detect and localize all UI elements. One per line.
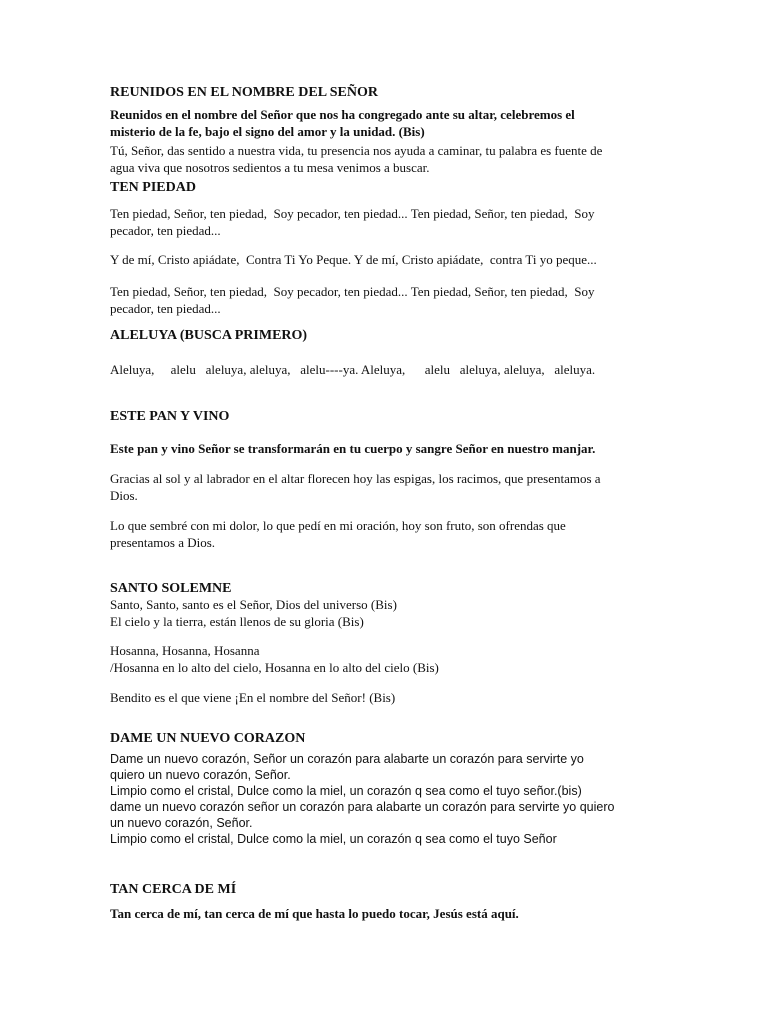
aleluya-line: Aleluya, alelu aleluya, aleluya, alelu----ya. Aleluya, alelu aleluya, aleluya, aleluya. [110,362,596,377]
section-title-reunidos: REUNIDOS EN EL NOMBRE DEL SEÑOR [110,85,379,100]
section-title-corazon: DAME UN NUEVO CORAZON [110,731,306,746]
santo-paragraph-1: Santo, Santo, santo es el Señor, Dios del universo (Bis) El cielo y la tierra, están llenos de su gloria (Bis) [110,597,397,629]
section-title-ten-piedad: TEN PIEDAD [110,180,196,195]
section-title-cerca: TAN CERCA DE MÍ [110,882,237,897]
ten-piedad-paragraph-2: Y de mí, Cristo apiádate, Contra Ti Yo Peque. Y de mí, Cristo apiádate, contra Ti yo peque... [110,252,597,267]
reunidos-chorus: Reunidos en el nombre del Señor que nos ha congregado ante su altar, celebremos el misterio de la fe, bajo el signo del amor y la unidad. (Bis) [110,107,575,139]
section-title-santo: SANTO SOLEMNE [110,581,232,596]
section-title-aleluya: ALELUYA (BUSCA PRIMERO) [110,328,308,343]
cerca-chorus: Tan cerca de mí, tan cerca de mí que hasta lo puedo tocar, Jesús está aquí. [110,906,519,921]
pan-y-vino-paragraph-1: Gracias al sol y al labrador en el altar florecen hoy las espigas, los racimos, que presentamos a Dios. [110,471,601,503]
santo-paragraph-3: Bendito es el que viene ¡En el nombre del Señor! (Bis) [110,690,396,705]
pan-y-vino-chorus: Este pan y vino Señor se transformarán en tu cuerpo y sangre Señor en nuestro manjar. [110,441,596,456]
ten-piedad-paragraph-3: Ten piedad, Señor, ten piedad, Soy pecador, ten piedad... Ten piedad, Señor, ten piedad, Soy pecador, ten piedad... [110,284,595,316]
corazon-body: Dame un nuevo corazón, Señor un corazón para alabarte un corazón para servirte yo quiero un nuevo corazón, Señor. Limpio como el cristal, Dulce como la miel, un corazón q sea como el tuyo señor.(bis) dame un nuevo corazón señor un corazón para alabarte un corazón para servirte yo quiero un nuevo corazón, Señor. Limpio como el cristal, Dulce como la miel, un corazón q sea como el tuyo Señor [110,752,615,846]
pan-y-vino-paragraph-2: Lo que sembré con mi dolor, lo que pedí en mi oración, hoy son fruto, son ofrendas que presentamos a Dios. [110,518,566,550]
santo-paragraph-2: Hosanna, Hosanna, Hosanna /Hosanna en lo alto del cielo, Hosanna en lo alto del cielo (Bis) [110,643,439,675]
ten-piedad-paragraph-1: Ten piedad, Señor, ten piedad, Soy pecador, ten piedad... Ten piedad, Señor, ten piedad, Soy pecador, ten piedad... [110,206,595,238]
section-title-pan-y-vino: ESTE PAN Y VINO [110,409,230,424]
reunidos-verse: Tú, Señor, das sentido a nuestra vida, tu presencia nos ayuda a caminar, tu palabra es fuente de agua viva que nosotros sedientos a tu mesa venimos a buscar. [110,143,603,175]
